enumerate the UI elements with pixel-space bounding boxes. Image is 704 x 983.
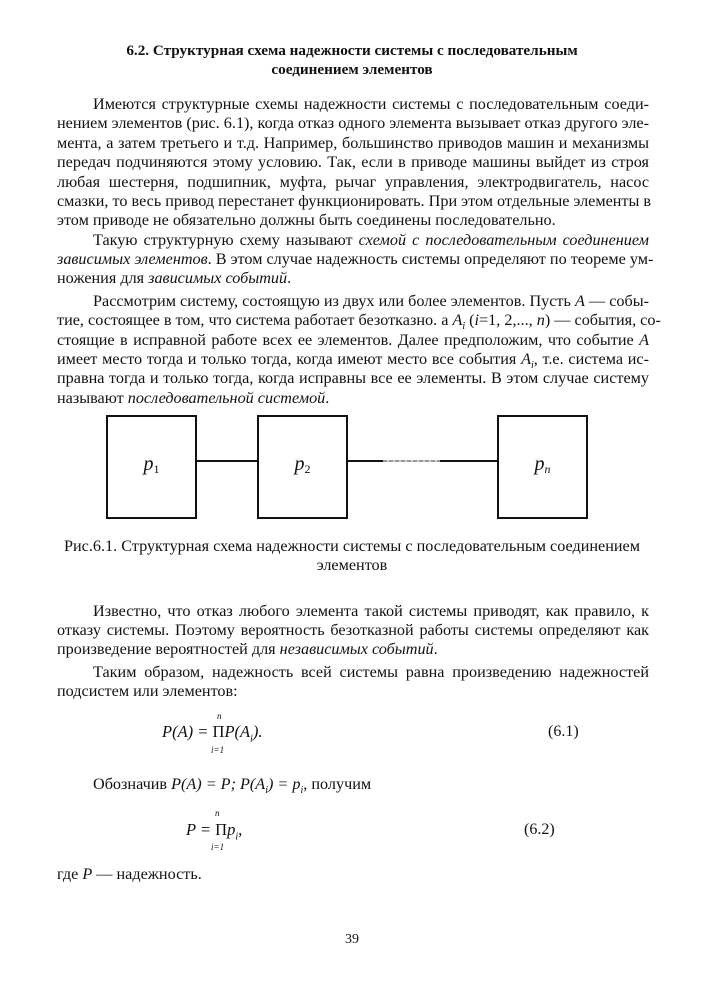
formula-lhs: P = bbox=[186, 820, 216, 839]
formula-subscript: i bbox=[235, 831, 239, 843]
text: — собы- bbox=[584, 292, 650, 310]
product-upper-limit: n bbox=[215, 808, 220, 818]
math-var: P bbox=[82, 865, 93, 883]
math-expr: ) = p bbox=[267, 775, 301, 793]
text: , т.е. система ис- bbox=[533, 350, 649, 368]
block-label-var: p bbox=[534, 453, 545, 475]
text: Такую структурную схему называют bbox=[93, 231, 359, 249]
text: называют bbox=[57, 389, 128, 407]
text: =1, 2,..., bbox=[479, 311, 537, 329]
block-pn bbox=[497, 415, 588, 519]
text: произведение вероятностей для bbox=[57, 640, 280, 658]
section-title-line-1: 6.2. Структурная схема надежности системы с последовательным bbox=[126, 42, 578, 59]
block-label bbox=[108, 453, 195, 477]
para1-line: передач подчиняются этому условию. Так, если в приводе машины выйдет из строя bbox=[57, 153, 649, 171]
text: ( bbox=[465, 311, 475, 329]
math-var: A bbox=[639, 331, 649, 349]
para1-line: Имеются структурные схемы надежности системы с последовательным соеди- bbox=[93, 95, 649, 113]
product-lower-limit: i=1 bbox=[211, 745, 225, 755]
math-var: A bbox=[521, 350, 531, 368]
formula-subscript: i bbox=[250, 733, 253, 745]
math-var: i bbox=[474, 311, 480, 329]
block-label-subscript: 1 bbox=[153, 462, 160, 476]
para5-line: Таким образом, надежность всей системы равна произведению надежностей bbox=[93, 663, 649, 681]
text: имеет место тогда и только тогда, когда имеют место все события bbox=[57, 350, 522, 368]
emphasis-text: схемой с последовательным соединением bbox=[358, 231, 649, 249]
formula-rhs: p bbox=[227, 820, 236, 839]
math-subscript: i bbox=[265, 785, 268, 797]
para4-line bbox=[57, 640, 649, 659]
section-title-line-2: соединением элементов bbox=[271, 61, 433, 78]
block-label-var: p bbox=[294, 453, 305, 475]
formula-rhs-end: , bbox=[238, 820, 243, 839]
block-label-subscript: n bbox=[544, 462, 551, 476]
text: ножения для bbox=[57, 269, 149, 287]
para1-line: нением элементов (рис. 6.1), когда отказ одного элемента вызывает отказ другого эле- bbox=[57, 114, 649, 132]
math-var: A bbox=[452, 311, 463, 329]
para7-line bbox=[57, 865, 649, 884]
math-expr: P(A) = P; P(A bbox=[171, 775, 266, 793]
math-var: n bbox=[536, 311, 545, 329]
para6-line bbox=[93, 775, 649, 800]
page-number: 39 bbox=[345, 932, 359, 947]
block-label-var: p bbox=[143, 453, 154, 475]
product-symbol: Π bbox=[215, 820, 228, 839]
formula-body bbox=[162, 722, 263, 744]
connector-line bbox=[440, 460, 498, 462]
para4-line: Известно, что отказ любого элемента такой системы приводят, как правило, к bbox=[93, 602, 649, 620]
block-label-subscript: 2 bbox=[304, 462, 311, 476]
formula-rhs: P(A bbox=[224, 722, 251, 741]
formula-lhs: P(A) = bbox=[162, 722, 213, 741]
text: — надежность. bbox=[92, 865, 202, 883]
para4-line: отказу системы. Поэтому вероятность безотказной работы системы определяют как bbox=[57, 621, 649, 639]
connector-line bbox=[347, 460, 383, 462]
text: Обозначив bbox=[93, 775, 172, 793]
para3-line bbox=[93, 292, 649, 311]
formula-rhs-end: ). bbox=[252, 722, 263, 741]
emphasis-text: последовательной системой bbox=[127, 389, 326, 407]
emphasis-text: зависимых событий bbox=[148, 269, 288, 287]
block-label bbox=[259, 453, 346, 477]
para5-line: подсистем или элементов: bbox=[57, 682, 238, 700]
math-subscript: i bbox=[300, 785, 304, 797]
formula-body bbox=[186, 820, 242, 842]
para1-line: мента, а затем третьего и т.д. Например, большинство приводов машин и механизмы bbox=[57, 134, 649, 152]
para1-line: смазки, то весь привод перестанет функционировать. При этом отдельные элементы в bbox=[57, 192, 652, 210]
para2-line bbox=[57, 250, 654, 269]
para3-line: правна тогда и только тогда, когда исправны все ее элементы. В этом случае систему bbox=[57, 369, 649, 387]
text: . bbox=[325, 389, 330, 407]
text: Рассмотрим систему, состоящую из двух или более элементов. Пусть bbox=[93, 292, 575, 310]
text: тие, состоящее в том, что система работает безотказно. а bbox=[57, 311, 453, 329]
block-p2 bbox=[257, 415, 348, 519]
para3-line bbox=[57, 331, 649, 350]
connector-line bbox=[196, 460, 258, 462]
figure-caption-line-1: Рис.6.1. Структурная схема надежности системы с последовательным соединением bbox=[64, 537, 640, 555]
text: , получим bbox=[303, 775, 372, 793]
text: где bbox=[57, 865, 83, 883]
block-p1 bbox=[106, 415, 197, 519]
para1-line: любая шестерня, подшипник, муфта, рычаг управления, электродвигатель, насос bbox=[57, 173, 649, 191]
product-symbol: Π bbox=[212, 722, 225, 741]
equation-number: (6.2) bbox=[524, 821, 555, 838]
para2-line bbox=[93, 231, 649, 250]
text: стоящие в исправной работе всех ее элементов. Далее предположим, что событие bbox=[57, 331, 640, 349]
math-var: A bbox=[574, 292, 585, 310]
emphasis-text: зависимых элементов bbox=[57, 250, 208, 268]
math-subscript: i bbox=[530, 360, 534, 372]
figure-caption-line-2: элементов bbox=[316, 556, 388, 574]
para2-line bbox=[57, 269, 649, 288]
text: . В этом случае надежность системы определяют по теореме ум- bbox=[207, 250, 654, 268]
text: ) — события, со- bbox=[544, 311, 661, 329]
emphasis-text: независимых событий bbox=[279, 640, 434, 658]
text: . bbox=[433, 640, 438, 658]
block-label bbox=[499, 453, 586, 477]
connector-ellipsis-line bbox=[383, 460, 440, 462]
product-upper-limit: n bbox=[217, 711, 222, 721]
math-subscript: i bbox=[462, 321, 466, 333]
equation-number: (6.1) bbox=[548, 723, 579, 740]
text: . bbox=[287, 269, 292, 287]
para3-line bbox=[57, 389, 649, 408]
para1-line: этом приводе не обязательно должны быть соединены последовательно. bbox=[57, 211, 556, 229]
product-lower-limit: i=1 bbox=[211, 842, 225, 852]
